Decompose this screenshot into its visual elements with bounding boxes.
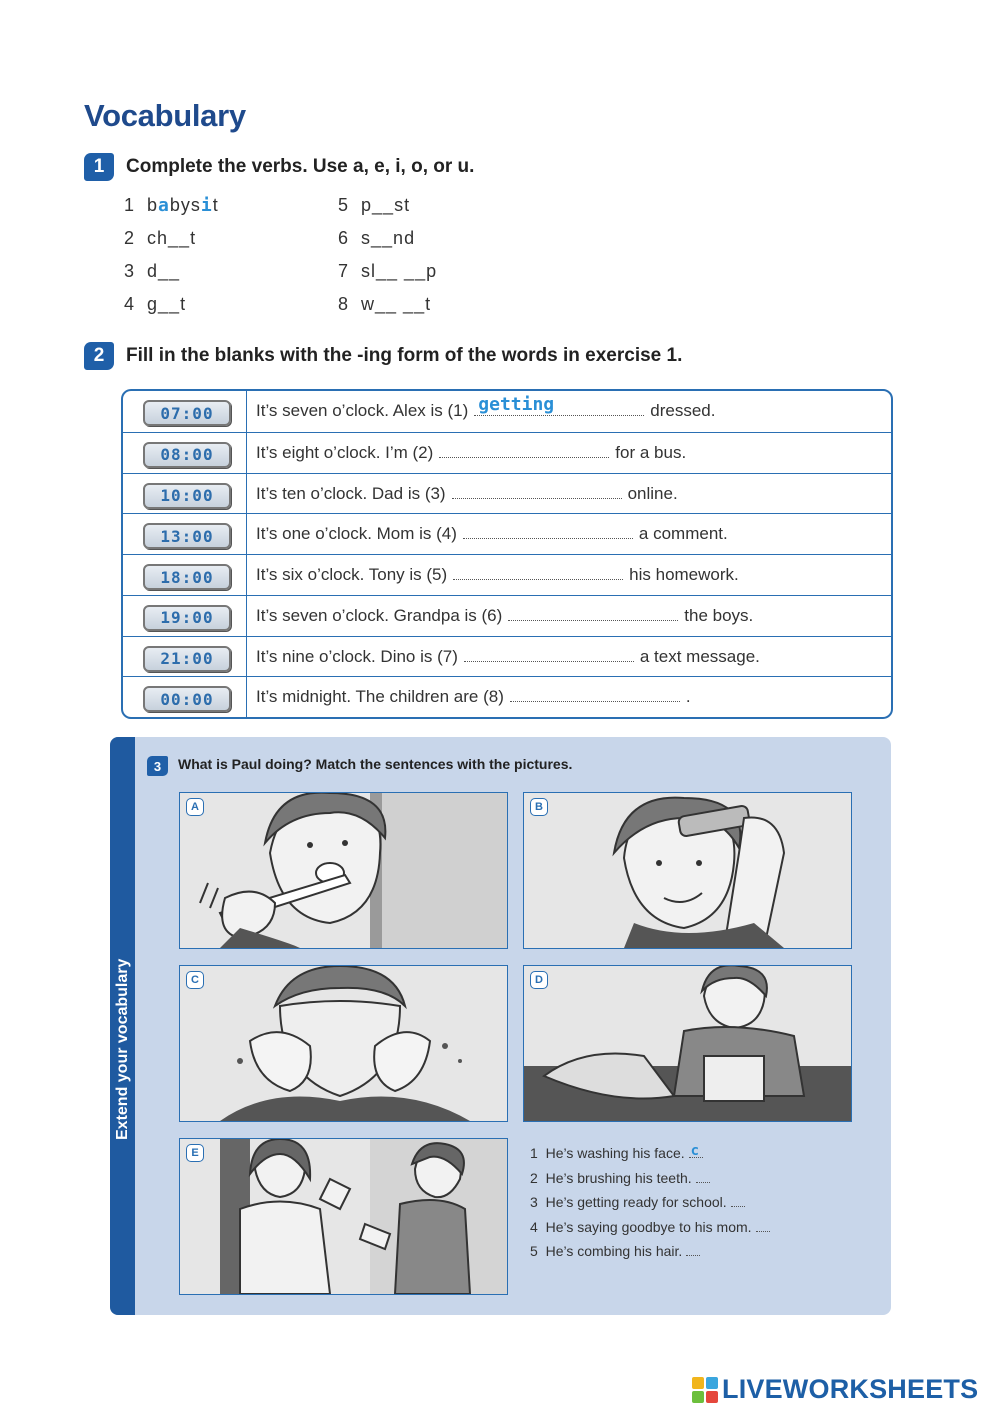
answer-input[interactable] (696, 1182, 710, 1183)
clock-icon: 10:00 (143, 483, 231, 509)
verb-item[interactable]: 6 s__nd (338, 228, 416, 248)
liveworksheets-logo[interactable] (692, 1374, 978, 1405)
clock-icon: 13:00 (143, 523, 231, 549)
table-row: 00:00 It’s midnight. The children are (8) . (123, 676, 891, 718)
logo-icon (692, 1377, 718, 1403)
verb-item[interactable]: 3 d__ (124, 261, 181, 281)
brand-name: LIVEWORKSHEETS (722, 1374, 979, 1404)
picture-letter: C (186, 971, 204, 989)
exercise-title: What is Paul doing? Match the sentences with the pictures. (178, 756, 573, 772)
picture-e (179, 1138, 508, 1295)
picture-b (523, 792, 852, 949)
list-item: 3 He’s getting ready for school. (530, 1194, 770, 1219)
clock-icon: 19:00 (143, 605, 231, 631)
clock-icon: 00:00 (143, 686, 231, 712)
brushing-teeth-illustration (180, 793, 507, 948)
exercise-number: 3 (147, 756, 168, 776)
verb-item[interactable]: 2 ch__t (124, 228, 197, 248)
clock-icon: 07:00 (143, 400, 231, 426)
answer-input[interactable] (508, 606, 678, 621)
list-item: 4 He’s saying goodbye to his mom. (530, 1219, 770, 1244)
exercise-number: 1 (84, 153, 114, 181)
table-row: 21:00 It’s nine o’clock. Dino is (7) a text message. (123, 636, 891, 678)
fill-in-table (121, 389, 893, 719)
saying-goodbye-illustration (180, 1139, 507, 1294)
washing-face-illustration (180, 966, 507, 1121)
list-item: 1 He’s washing his face. c (530, 1145, 770, 1170)
table-row: 10:00 It’s ten o’clock. Dad is (3) online. (123, 473, 891, 515)
table-row: 13:00 It’s one o’clock. Mom is (4) a comment. (123, 513, 891, 555)
table-row: 19:00 It’s seven o’clock. Grandpa is (6) the boys. (123, 595, 891, 637)
verb-item[interactable]: 4 g__t (124, 294, 187, 314)
clock-icon: 21:00 (143, 646, 231, 672)
answer-input[interactable] (464, 647, 634, 662)
list-item: 5 He’s combing his hair. (530, 1243, 770, 1268)
page-title: Vocabulary (84, 98, 246, 133)
clock-icon: 08:00 (143, 442, 231, 468)
answer-input[interactable]: i (200, 195, 213, 216)
verb-item[interactable]: 7 sl__ __p (338, 261, 438, 281)
answer-input[interactable] (731, 1206, 745, 1207)
table-row: 18:00 It’s six o’clock. Tony is (5) his homework. (123, 554, 891, 596)
clock-icon: 18:00 (143, 564, 231, 590)
answer-input[interactable] (439, 443, 609, 458)
picture-letter: A (186, 798, 204, 816)
picture-letter: B (530, 798, 548, 816)
table-row: 08:00 It’s eight o’clock. I’m (2) for a bus. (123, 432, 891, 474)
answer-input[interactable] (510, 687, 680, 702)
picture-d (523, 965, 852, 1122)
answer-input[interactable]: c (689, 1157, 703, 1158)
combing-hair-illustration (524, 793, 851, 948)
side-label: Extend your vocabulary (114, 958, 131, 1140)
answer-input[interactable] (452, 484, 622, 499)
exercise-2-header (84, 342, 682, 370)
exercise-1-header (84, 153, 474, 181)
answer-input[interactable]: getting (474, 401, 644, 416)
picture-a (179, 792, 508, 949)
verb-item: 1 babysit (124, 195, 219, 216)
table-row: 07:00 It’s seven o’clock. Alex is (1) getting dressed. (123, 391, 891, 432)
exercise-number: 2 (84, 342, 114, 370)
exercise-title: Fill in the blanks with the -ing form of the words in exercise 1. (126, 345, 683, 366)
answer-input[interactable] (756, 1231, 770, 1232)
getting-ready-illustration (524, 966, 851, 1121)
answer-input[interactable] (686, 1255, 700, 1256)
list-item: 2 He’s brushing his teeth. (530, 1170, 770, 1195)
answer-input[interactable]: a (158, 195, 170, 216)
answer-input[interactable] (453, 565, 623, 580)
picture-letter: E (186, 1144, 204, 1162)
answer-input[interactable] (463, 524, 633, 539)
picture-c (179, 965, 508, 1122)
exercise-title: Complete the verbs. Use a, e, i, o, or u. (126, 156, 475, 177)
match-sentences (530, 1145, 770, 1268)
verb-item[interactable]: 8 w__ __t (338, 294, 432, 314)
picture-letter: D (530, 971, 548, 989)
verb-item[interactable]: 5 p__st (338, 195, 411, 215)
